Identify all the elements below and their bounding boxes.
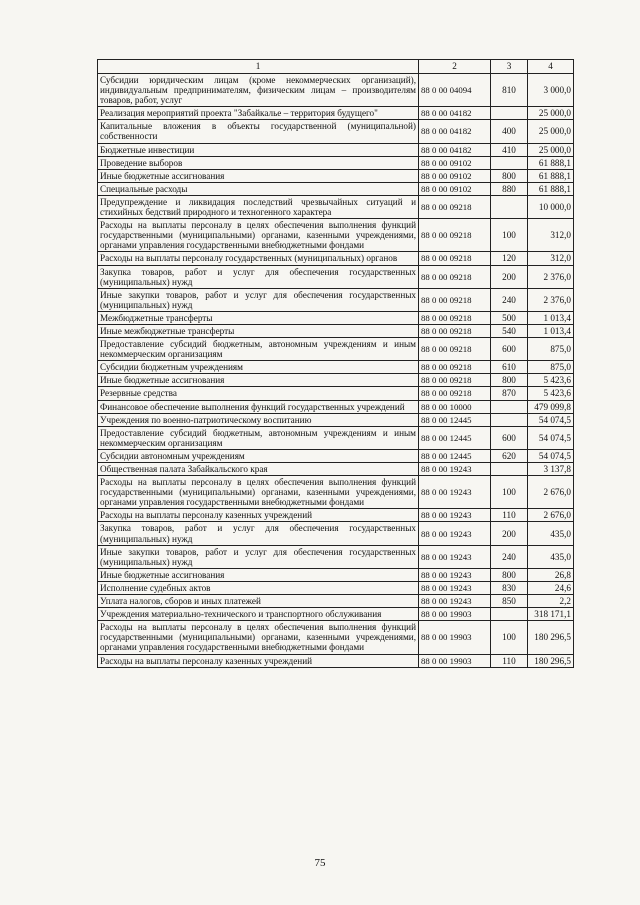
table-body <box>98 74 574 668</box>
row-code: 88 0 00 19903 <box>419 654 491 667</box>
table-row <box>98 522 574 545</box>
row-name: Иные бюджетные ассигнования <box>98 374 419 387</box>
table-row <box>98 120 574 143</box>
header-col-2: 2 <box>419 60 491 74</box>
row-expense-type: 110 <box>491 654 528 667</box>
header-col-1: 1 <box>98 60 419 74</box>
table-row <box>98 338 574 361</box>
row-expense-type: 800 <box>491 568 528 581</box>
row-name: Резервные средства <box>98 387 419 400</box>
table-row <box>98 654 574 667</box>
row-expense-type <box>491 400 528 413</box>
table-row <box>98 545 574 568</box>
row-expense-type: 800 <box>491 169 528 182</box>
row-expense-type: 850 <box>491 595 528 608</box>
row-expense-type: 800 <box>491 374 528 387</box>
table-row <box>98 449 574 462</box>
row-expense-type: 100 <box>491 219 528 252</box>
row-expense-type: 240 <box>491 288 528 311</box>
row-name: Специальные расходы <box>98 182 419 195</box>
row-code: 88 0 00 09218 <box>419 374 491 387</box>
row-name: Расходы на выплаты персоналу казенных учреждений <box>98 509 419 522</box>
table-row <box>98 324 574 337</box>
row-code: 88 0 00 19903 <box>419 608 491 621</box>
row-code: 88 0 00 09102 <box>419 169 491 182</box>
table-row <box>98 169 574 182</box>
row-amount: 479 099,8 <box>528 400 574 413</box>
row-expense-type <box>491 195 528 218</box>
row-code: 88 0 00 09218 <box>419 387 491 400</box>
row-amount: 61 888,1 <box>528 169 574 182</box>
row-expense-type: 610 <box>491 361 528 374</box>
row-name: Уплата налогов, сборов и иных платежей <box>98 595 419 608</box>
row-code: 88 0 00 09218 <box>419 265 491 288</box>
row-expense-type: 830 <box>491 581 528 594</box>
table-row <box>98 252 574 265</box>
row-amount: 54 074,5 <box>528 413 574 426</box>
table-row <box>98 621 574 654</box>
row-name: Проведение выборов <box>98 156 419 169</box>
table-row <box>98 463 574 476</box>
row-amount: 2,2 <box>528 595 574 608</box>
row-amount: 2 376,0 <box>528 288 574 311</box>
row-code: 88 0 00 19243 <box>419 581 491 594</box>
table-row <box>98 311 574 324</box>
table-row <box>98 107 574 120</box>
row-expense-type: 600 <box>491 426 528 449</box>
row-code: 88 0 00 19243 <box>419 568 491 581</box>
row-name: Учреждения по военно-патриотическому воспитанию <box>98 413 419 426</box>
row-amount: 10 000,0 <box>528 195 574 218</box>
table-row <box>98 195 574 218</box>
row-amount: 54 074,5 <box>528 426 574 449</box>
row-amount: 180 296,5 <box>528 621 574 654</box>
row-amount: 3 000,0 <box>528 74 574 107</box>
row-expense-type: 500 <box>491 311 528 324</box>
budget-table <box>97 59 574 668</box>
row-code: 88 0 00 19243 <box>419 545 491 568</box>
row-name: Субсидии автономным учреждениям <box>98 449 419 462</box>
header-col-3: 3 <box>491 60 528 74</box>
header-col-4: 4 <box>528 60 574 74</box>
row-amount: 312,0 <box>528 252 574 265</box>
row-name: Закупка товаров, работ и услуг для обеспечения государственных (муниципальных) нужд <box>98 265 419 288</box>
table-row <box>98 608 574 621</box>
row-expense-type: 240 <box>491 545 528 568</box>
row-code: 88 0 00 19903 <box>419 621 491 654</box>
row-code: 88 0 00 09218 <box>419 195 491 218</box>
row-code: 88 0 00 09102 <box>419 182 491 195</box>
row-amount: 24,6 <box>528 581 574 594</box>
table-row <box>98 219 574 252</box>
row-code: 88 0 00 09218 <box>419 324 491 337</box>
row-code: 88 0 00 10000 <box>419 400 491 413</box>
row-amount: 25 000,0 <box>528 143 574 156</box>
row-amount: 1 013,4 <box>528 311 574 324</box>
row-amount: 2 676,0 <box>528 476 574 509</box>
row-expense-type: 410 <box>491 143 528 156</box>
row-code: 88 0 00 19243 <box>419 595 491 608</box>
row-name: Расходы на выплаты персоналу в целях обеспечения выполнения функций государственными (муниципальными) органами, казенными учреждениями, органами управления государственными внебюджетными фондами <box>98 476 419 509</box>
table-row <box>98 143 574 156</box>
row-expense-type: 100 <box>491 476 528 509</box>
row-code: 88 0 00 09218 <box>419 252 491 265</box>
row-amount: 5 423,6 <box>528 387 574 400</box>
row-expense-type: 600 <box>491 338 528 361</box>
row-name: Общественная палата Забайкальского края <box>98 463 419 476</box>
row-amount: 435,0 <box>528 545 574 568</box>
row-amount: 875,0 <box>528 361 574 374</box>
table-row <box>98 387 574 400</box>
row-code: 88 0 00 09218 <box>419 219 491 252</box>
row-amount: 25 000,0 <box>528 120 574 143</box>
row-amount: 61 888,1 <box>528 156 574 169</box>
row-expense-type: 870 <box>491 387 528 400</box>
table-row <box>98 265 574 288</box>
row-name: Исполнение судебных актов <box>98 581 419 594</box>
row-code: 88 0 00 04094 <box>419 74 491 107</box>
row-code: 88 0 00 12445 <box>419 413 491 426</box>
row-code: 88 0 00 04182 <box>419 107 491 120</box>
row-name: Иные закупки товаров, работ и услуг для обеспечения государственных (муниципальных) нужд <box>98 288 419 311</box>
table-row <box>98 413 574 426</box>
row-expense-type <box>491 463 528 476</box>
row-expense-type: 880 <box>491 182 528 195</box>
table-row <box>98 361 574 374</box>
table-row <box>98 374 574 387</box>
row-expense-type <box>491 413 528 426</box>
table-row <box>98 476 574 509</box>
row-name: Иные закупки товаров, работ и услуг для обеспечения государственных (муниципальных) нужд <box>98 545 419 568</box>
row-code: 88 0 00 04182 <box>419 143 491 156</box>
row-code: 88 0 00 04182 <box>419 120 491 143</box>
row-name: Предоставление субсидий бюджетным, автономным учреждениям и иным некоммерческим организациям <box>98 338 419 361</box>
row-expense-type <box>491 608 528 621</box>
row-name: Предупреждение и ликвидация последствий чрезвычайных ситуаций и стихийных бедствий природного и техногенного характера <box>98 195 419 218</box>
row-expense-type: 120 <box>491 252 528 265</box>
row-expense-type: 100 <box>491 621 528 654</box>
row-expense-type: 400 <box>491 120 528 143</box>
row-name: Расходы на выплаты персоналу в целях обеспечения выполнения функций государственными (муниципальными) органами, казенными учреждениями, органами управления государственными внебюджетными фондами <box>98 219 419 252</box>
table-row <box>98 156 574 169</box>
row-amount: 61 888,1 <box>528 182 574 195</box>
row-name: Капитальные вложения в объекты государственной (муниципальной) собственности <box>98 120 419 143</box>
row-expense-type <box>491 107 528 120</box>
row-expense-type: 620 <box>491 449 528 462</box>
table-header-row <box>98 60 574 74</box>
row-amount: 318 171,1 <box>528 608 574 621</box>
row-amount: 54 074,5 <box>528 449 574 462</box>
row-code: 88 0 00 09218 <box>419 311 491 324</box>
row-name: Предоставление субсидий бюджетным, автономным учреждениям и иным некоммерческим организациям <box>98 426 419 449</box>
row-code: 88 0 00 19243 <box>419 463 491 476</box>
row-amount: 2 676,0 <box>528 509 574 522</box>
row-amount: 180 296,5 <box>528 654 574 667</box>
row-name: Иные бюджетные ассигнования <box>98 568 419 581</box>
row-amount: 1 013,4 <box>528 324 574 337</box>
row-amount: 2 376,0 <box>528 265 574 288</box>
row-name: Субсидии юридическим лицам (кроме некоммерческих организаций), индивидуальным предпринимателям, физическим лицам – производителям товаров, работ, услуг <box>98 74 419 107</box>
page-number: 75 <box>314 857 326 869</box>
row-code: 88 0 00 09218 <box>419 288 491 311</box>
row-name: Субсидии бюджетным учреждениям <box>98 361 419 374</box>
row-amount: 3 137,8 <box>528 463 574 476</box>
row-code: 88 0 00 19243 <box>419 476 491 509</box>
row-name: Расходы на выплаты персоналу государственных (муниципальных) органов <box>98 252 419 265</box>
row-name: Иные межбюджетные трансферты <box>98 324 419 337</box>
row-code: 88 0 00 12445 <box>419 426 491 449</box>
row-amount: 26,8 <box>528 568 574 581</box>
row-expense-type: 200 <box>491 265 528 288</box>
table-row <box>98 426 574 449</box>
row-amount: 312,0 <box>528 219 574 252</box>
row-expense-type <box>491 156 528 169</box>
row-code: 88 0 00 09218 <box>419 361 491 374</box>
row-name: Учреждения материально-технического и транспортного обслуживания <box>98 608 419 621</box>
row-amount: 435,0 <box>528 522 574 545</box>
table-row <box>98 595 574 608</box>
row-amount: 25 000,0 <box>528 107 574 120</box>
table-row <box>98 568 574 581</box>
row-name: Бюджетные инвестиции <box>98 143 419 156</box>
row-name: Реализация мероприятий проекта "Забайкалье – территория будущего" <box>98 107 419 120</box>
row-expense-type: 810 <box>491 74 528 107</box>
table-row <box>98 509 574 522</box>
table-row <box>98 182 574 195</box>
row-name: Межбюджетные трансферты <box>98 311 419 324</box>
row-expense-type: 200 <box>491 522 528 545</box>
row-code: 88 0 00 09218 <box>419 338 491 361</box>
row-name: Расходы на выплаты персоналу в целях обеспечения выполнения функций государственными (муниципальными) органами, казенными учреждениями, органами управления государственными внебюджетными фондами <box>98 621 419 654</box>
row-amount: 5 423,6 <box>528 374 574 387</box>
row-expense-type: 110 <box>491 509 528 522</box>
row-amount: 875,0 <box>528 338 574 361</box>
table-row <box>98 400 574 413</box>
row-code: 88 0 00 12445 <box>419 449 491 462</box>
row-name: Расходы на выплаты персоналу казенных учреждений <box>98 654 419 667</box>
row-expense-type: 540 <box>491 324 528 337</box>
row-name: Иные бюджетные ассигнования <box>98 169 419 182</box>
row-name: Закупка товаров, работ и услуг для обеспечения государственных (муниципальных) нужд <box>98 522 419 545</box>
row-code: 88 0 00 09102 <box>419 156 491 169</box>
table-row <box>98 288 574 311</box>
row-name: Финансовое обеспечение выполнения функций государственных учреждений <box>98 400 419 413</box>
table-row <box>98 74 574 107</box>
table-row <box>98 581 574 594</box>
row-code: 88 0 00 19243 <box>419 509 491 522</box>
row-code: 88 0 00 19243 <box>419 522 491 545</box>
